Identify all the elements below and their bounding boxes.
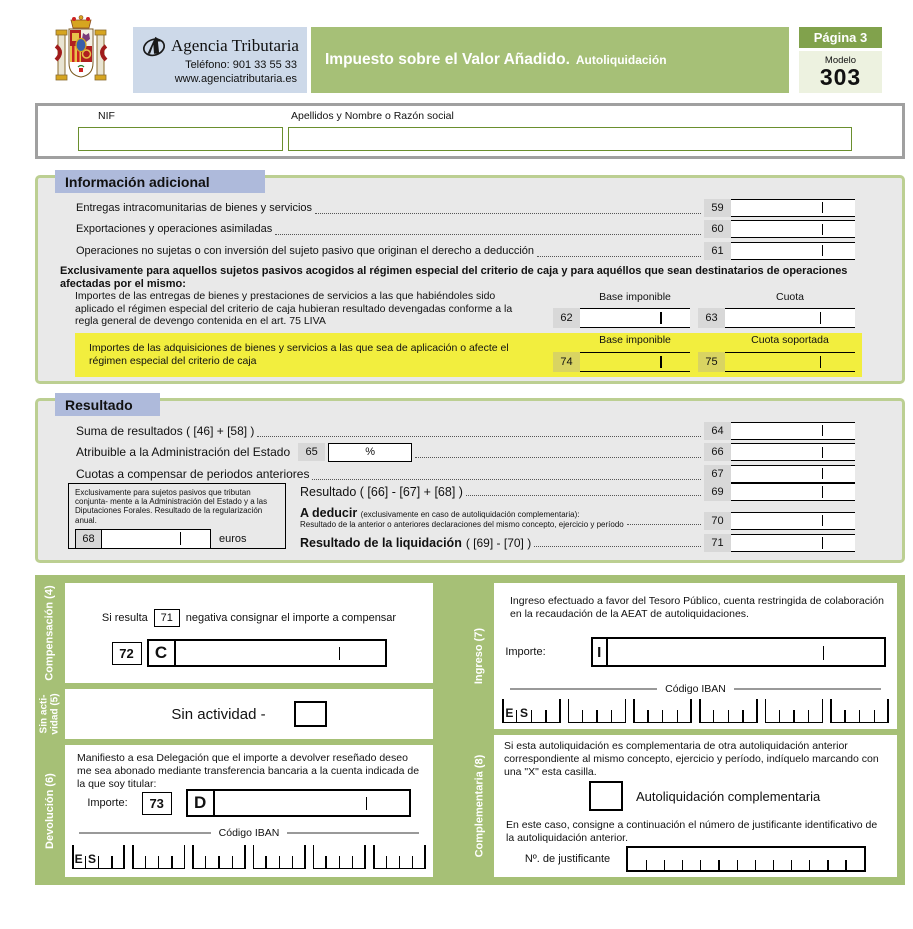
- compensacion-post-text: negativa consignar el importe a compensar: [185, 612, 397, 624]
- euros-label: euros: [219, 532, 247, 545]
- amount-field-71[interactable]: [731, 534, 855, 552]
- agency-web: www.agenciatributaria.es: [174, 73, 297, 85]
- forales-box: [68, 483, 286, 549]
- comb-cell[interactable]: [743, 699, 758, 722]
- comb-cell[interactable]: [699, 699, 714, 722]
- name-label: Apellidos y Nombre o Razón social: [291, 110, 454, 122]
- comb-cell[interactable]: [633, 699, 648, 722]
- atribuible-label: Atribuible a la Administración del Estado: [76, 445, 291, 460]
- ingreso-text: Ingreso efectuado a favor del Tesoro Público, cuenta restringida de colaboración en la recaudación de la AEAT de autoliquidaciones.: [510, 595, 884, 620]
- row-60-label: Exportaciones y operaciones asimiladas: [76, 223, 273, 236]
- dotted-leader: [415, 457, 701, 458]
- comb-cell[interactable]: [206, 845, 219, 868]
- dotted-leader: [466, 495, 701, 496]
- compensacion-pre-text: Si resulta: [101, 612, 148, 624]
- section-title-info-adicional: Información adicional: [55, 170, 265, 193]
- forales-text: Exclusivamente para sujetos pasivos que tributan conjunta- mente a la Administración del Estado y a las Diputaciones Forales. Resultado de la regularización anual.: [75, 488, 268, 525]
- criterio-caja-highlight-row: [75, 333, 862, 377]
- comb-cell[interactable]: [773, 848, 791, 870]
- amount-field-75[interactable]: [725, 352, 855, 372]
- comb-cell[interactable]: [253, 845, 266, 868]
- pct-input-65[interactable]: %: [328, 443, 412, 462]
- comb-cell[interactable]: [597, 699, 612, 722]
- comb-cell[interactable]: [809, 699, 824, 722]
- box-number-74: 74: [553, 352, 580, 372]
- agency-identity-box: [133, 27, 307, 93]
- box-number-72: 72: [112, 642, 142, 665]
- comb-cell[interactable]: [112, 845, 125, 868]
- comb-cell[interactable]: [794, 699, 809, 722]
- box-number-70: 70: [704, 512, 731, 530]
- comb-cell[interactable]: [292, 845, 305, 868]
- devolucion-amount-box[interactable]: [186, 789, 411, 817]
- criterio-caja-header: Exclusivamente para aquellos sujetos pasivos acogidos al régimen especial del criterio de caja y para aquéllos que sean destinatarios de operaciones afectadas por el mismo:: [60, 265, 848, 290]
- form-subtitle: Autoliquidación: [575, 53, 667, 67]
- divider-line: [79, 832, 211, 834]
- comb-cell[interactable]: [612, 699, 627, 722]
- comb-cell[interactable]: [531, 699, 546, 722]
- comb-cell[interactable]: [845, 699, 860, 722]
- agency-name: Agencia Tributaria: [171, 36, 299, 56]
- comb-cell[interactable]: [546, 699, 561, 722]
- box-number-68: 68: [75, 529, 101, 549]
- box-number-63: 63: [698, 308, 725, 328]
- section-title-resultado: Resultado: [55, 393, 160, 416]
- amount-field-69[interactable]: [731, 483, 855, 501]
- box-number-73: 73: [142, 792, 172, 815]
- devolucion-iban-comb[interactable]: [72, 845, 426, 869]
- amount-field-74[interactable]: [580, 352, 690, 372]
- comb-cell[interactable]: [728, 699, 743, 722]
- section-informacion-adicional: [35, 175, 905, 384]
- dotted-leader: [627, 524, 701, 525]
- panel-compensacion: [65, 583, 433, 683]
- model-label: Modelo: [824, 55, 857, 66]
- dotted-leader: [315, 213, 701, 214]
- box-number-61: 61: [704, 242, 731, 260]
- section-resultado: [35, 398, 905, 563]
- divider-line: [287, 832, 419, 834]
- amount-field-62[interactable]: [580, 308, 690, 328]
- agencia-tributaria-logo: [141, 33, 167, 59]
- comb-cell[interactable]: [373, 845, 386, 868]
- dotted-leader: [537, 256, 701, 257]
- panel-ingreso: [494, 583, 897, 729]
- nif-label: NIF: [98, 110, 115, 122]
- complementaria-text2: En este caso, consigne a continuación el número de justificante identificativo de la autoliquidación anterior.: [506, 819, 878, 844]
- box-number-64: 64: [704, 422, 731, 440]
- ingreso-iban-label: Código IBAN: [665, 683, 726, 695]
- divider-line: [510, 688, 657, 690]
- form-title: Impuesto sobre el Valor Añadido.: [325, 51, 570, 68]
- comb-cell[interactable]: [326, 845, 339, 868]
- box-number-69: 69: [704, 483, 731, 501]
- panel-sin-actividad: [65, 689, 433, 739]
- comb-cell[interactable]: [172, 845, 185, 868]
- panel-devolucion: [65, 745, 433, 877]
- side-label-ingreso: Ingreso (7): [472, 627, 485, 685]
- amount-field-63[interactable]: [725, 308, 855, 328]
- amount-field-66[interactable]: [731, 443, 855, 461]
- comb-cell[interactable]: [755, 848, 773, 870]
- comb-cell[interactable]: [413, 845, 426, 868]
- dotted-leader: [534, 546, 701, 547]
- dotted-leader: [275, 234, 701, 235]
- comb-cell[interactable]: [683, 848, 701, 870]
- row-59-label: Entregas intracomunitarias de bienes y servicios: [76, 201, 313, 214]
- complementaria-checkbox[interactable]: [589, 781, 623, 811]
- identification-bar: [35, 103, 905, 159]
- agency-phone: Teléfono: 901 33 55 33: [185, 59, 297, 72]
- dotted-leader: [312, 479, 701, 480]
- col-header-cuota-63: Cuota: [775, 291, 805, 303]
- compensar-amount-field[interactable]: [176, 641, 385, 665]
- comb-cell[interactable]: [779, 699, 794, 722]
- sin-actividad-checkbox[interactable]: [294, 701, 327, 727]
- box-number-62: 62: [553, 308, 580, 328]
- box-number-65: 65: [298, 443, 325, 461]
- cuotas-compensar-label: Cuotas a compensar de periodos anteriores: [76, 466, 310, 481]
- comb-cell[interactable]: [765, 699, 780, 722]
- comb-cell[interactable]: [99, 845, 112, 868]
- ingreso-importe-label: Importe:: [505, 646, 546, 658]
- side-label-sin-actividad: Sin acti- vidad (5): [39, 693, 61, 735]
- comb-cell[interactable]: [701, 848, 719, 870]
- devolucion-iban-label: Código IBAN: [218, 827, 280, 839]
- comb-cell[interactable]: [159, 845, 172, 868]
- amount-field-64[interactable]: [731, 422, 855, 440]
- justificante-comb[interactable]: [626, 846, 866, 872]
- comb-cell[interactable]: [663, 699, 678, 722]
- dotted-leader: [257, 436, 701, 437]
- page-number-badge: Página 3: [799, 27, 882, 48]
- box-number-67: 67: [704, 465, 731, 483]
- side-label-compensacion: Compensación (4): [43, 585, 56, 681]
- comb-cell[interactable]: [714, 699, 729, 722]
- comb-cell[interactable]: [266, 845, 279, 868]
- comb-cell[interactable]: [628, 848, 646, 870]
- devolucion-importe-label: Importe:: [87, 797, 128, 809]
- a-deducir-sub: Resultado de la anterior o anteriores declaraciones del mismo concepto, ejercicio y período: [300, 520, 624, 529]
- comb-cell[interactable]: [582, 699, 597, 722]
- nif-input[interactable]: [78, 127, 283, 151]
- name-input[interactable]: [288, 127, 852, 151]
- suma-resultados-label: Suma de resultados ( [46] + [58] ): [76, 423, 255, 438]
- entregas-criterio-label: Importes de las entregas de bienes y prestaciones de servicios a las que habiéndoles sido aplicado el régimen especial del criterio de caja hubieran resultado devengadas conforme a la regla general de devengo contenida en el art. 75 LIVA: [75, 290, 513, 328]
- amount-field-60[interactable]: [731, 220, 855, 238]
- comb-cell[interactable]: [719, 848, 737, 870]
- bottom-sections-grid: [35, 575, 905, 885]
- row-61-label: Operaciones no sujetas o con inversión del sujeto pasivo que originan el derecho a deducción: [76, 244, 535, 257]
- comb-cell[interactable]: [874, 699, 889, 722]
- amount-field-59[interactable]: [731, 199, 855, 217]
- comb-cell[interactable]: [860, 699, 875, 722]
- box-number-71: 71: [704, 534, 731, 552]
- comb-cell[interactable]: [792, 848, 810, 870]
- box-number-60: 60: [704, 220, 731, 238]
- amount-field-70[interactable]: [731, 512, 855, 530]
- comb-cell[interactable]: [677, 699, 692, 722]
- compensar-prefix-c: C: [149, 641, 176, 665]
- comb-cell[interactable]: [279, 845, 292, 868]
- ingreso-iban-comb[interactable]: [502, 699, 889, 723]
- col-header-base-imponible-62: Base imponible: [599, 291, 671, 303]
- comb-cell[interactable]: [810, 848, 828, 870]
- devolucion-amount-field[interactable]: [215, 791, 409, 815]
- comb-cell[interactable]: [232, 845, 245, 868]
- devolucion-prefix-d: D: [188, 791, 215, 815]
- comb-cell[interactable]: [386, 845, 399, 868]
- comb-cell[interactable]: [846, 848, 864, 870]
- amount-field-68[interactable]: [101, 529, 211, 549]
- comb-cell[interactable]: [145, 845, 158, 868]
- comb-cell[interactable]: [737, 848, 755, 870]
- comb-cell[interactable]: [664, 848, 682, 870]
- ref-box-71: 71: [154, 609, 180, 627]
- model-box: [799, 51, 882, 93]
- comb-cell[interactable]: E: [72, 845, 85, 868]
- comb-cell[interactable]: [648, 699, 663, 722]
- justificante-label: Nº. de justificante: [524, 853, 611, 865]
- box-number-75: 75: [698, 352, 725, 372]
- divider-line: [734, 688, 881, 690]
- comb-cell[interactable]: [353, 845, 366, 868]
- a-deducir-paren: (exclusivamente en caso de autoliquidación complementaria):: [360, 510, 580, 519]
- comb-cell[interactable]: S: [517, 699, 532, 722]
- box-number-59: 59: [704, 199, 731, 217]
- comb-cell[interactable]: [399, 845, 412, 868]
- ingreso-amount-field[interactable]: [608, 639, 884, 665]
- amount-field-67[interactable]: [731, 465, 855, 483]
- adquisiciones-criterio-label: Importes de las adquisiciones de bienes y servicios a las que sea de aplicación o afecte el régimen especial del criterio de caja: [89, 342, 509, 367]
- comb-cell[interactable]: [132, 845, 145, 868]
- comb-cell[interactable]: [219, 845, 232, 868]
- side-label-complementaria: Complementaria (8): [472, 754, 485, 858]
- comb-cell[interactable]: [830, 699, 845, 722]
- complementaria-text: Si esta autoliquidación es complementaria de otra autoliquidación anterior correspondiente al mismo concepto, ejercicio y período, indíquelo marcando con una "X" esta casilla.: [504, 740, 879, 778]
- a-deducir-label: A deducir: [300, 506, 358, 520]
- panel-complementaria: [494, 735, 897, 877]
- resultado-op-label: Resultado ( [66] - [67] + [68] ): [300, 485, 463, 499]
- comb-cell[interactable]: E: [502, 699, 517, 722]
- form-title-bar: [311, 27, 789, 93]
- ingreso-prefix-i: I: [593, 639, 608, 665]
- amount-field-61[interactable]: [731, 242, 855, 260]
- ingreso-amount-box[interactable]: [591, 637, 886, 667]
- resultado-liquidacion-refs: ( [69] - [70] ): [465, 536, 532, 550]
- comb-cell[interactable]: S: [85, 845, 98, 868]
- comb-cell[interactable]: [192, 845, 205, 868]
- model-number: 303: [819, 64, 862, 90]
- col-header-cuota-soportada-75: Cuota soportada: [751, 334, 829, 346]
- box-number-66: 66: [704, 443, 731, 461]
- comb-cell[interactable]: [646, 848, 664, 870]
- comb-cell[interactable]: [339, 845, 352, 868]
- spain-coat-of-arms: [52, 12, 110, 92]
- sin-actividad-label: Sin actividad -: [171, 705, 266, 723]
- compensar-amount-box[interactable]: [147, 639, 387, 667]
- comb-cell[interactable]: [828, 848, 846, 870]
- side-label-devolucion: Devolución (6): [43, 773, 56, 849]
- col-header-base-imponible-74: Base imponible: [599, 334, 671, 346]
- complementaria-checkbox-label: Autoliquidación complementaria: [636, 788, 821, 804]
- resultado-liquidacion-label: Resultado de la liquidación: [300, 536, 462, 550]
- comb-cell[interactable]: [313, 845, 326, 868]
- devolucion-text: Manifiesto a esa Delegación que el importe a devolver reseñado deseo me sea abonado mediante transferencia bancaria a la cuenta indicada de la que soy titular:: [77, 752, 420, 790]
- comb-cell[interactable]: [568, 699, 583, 722]
